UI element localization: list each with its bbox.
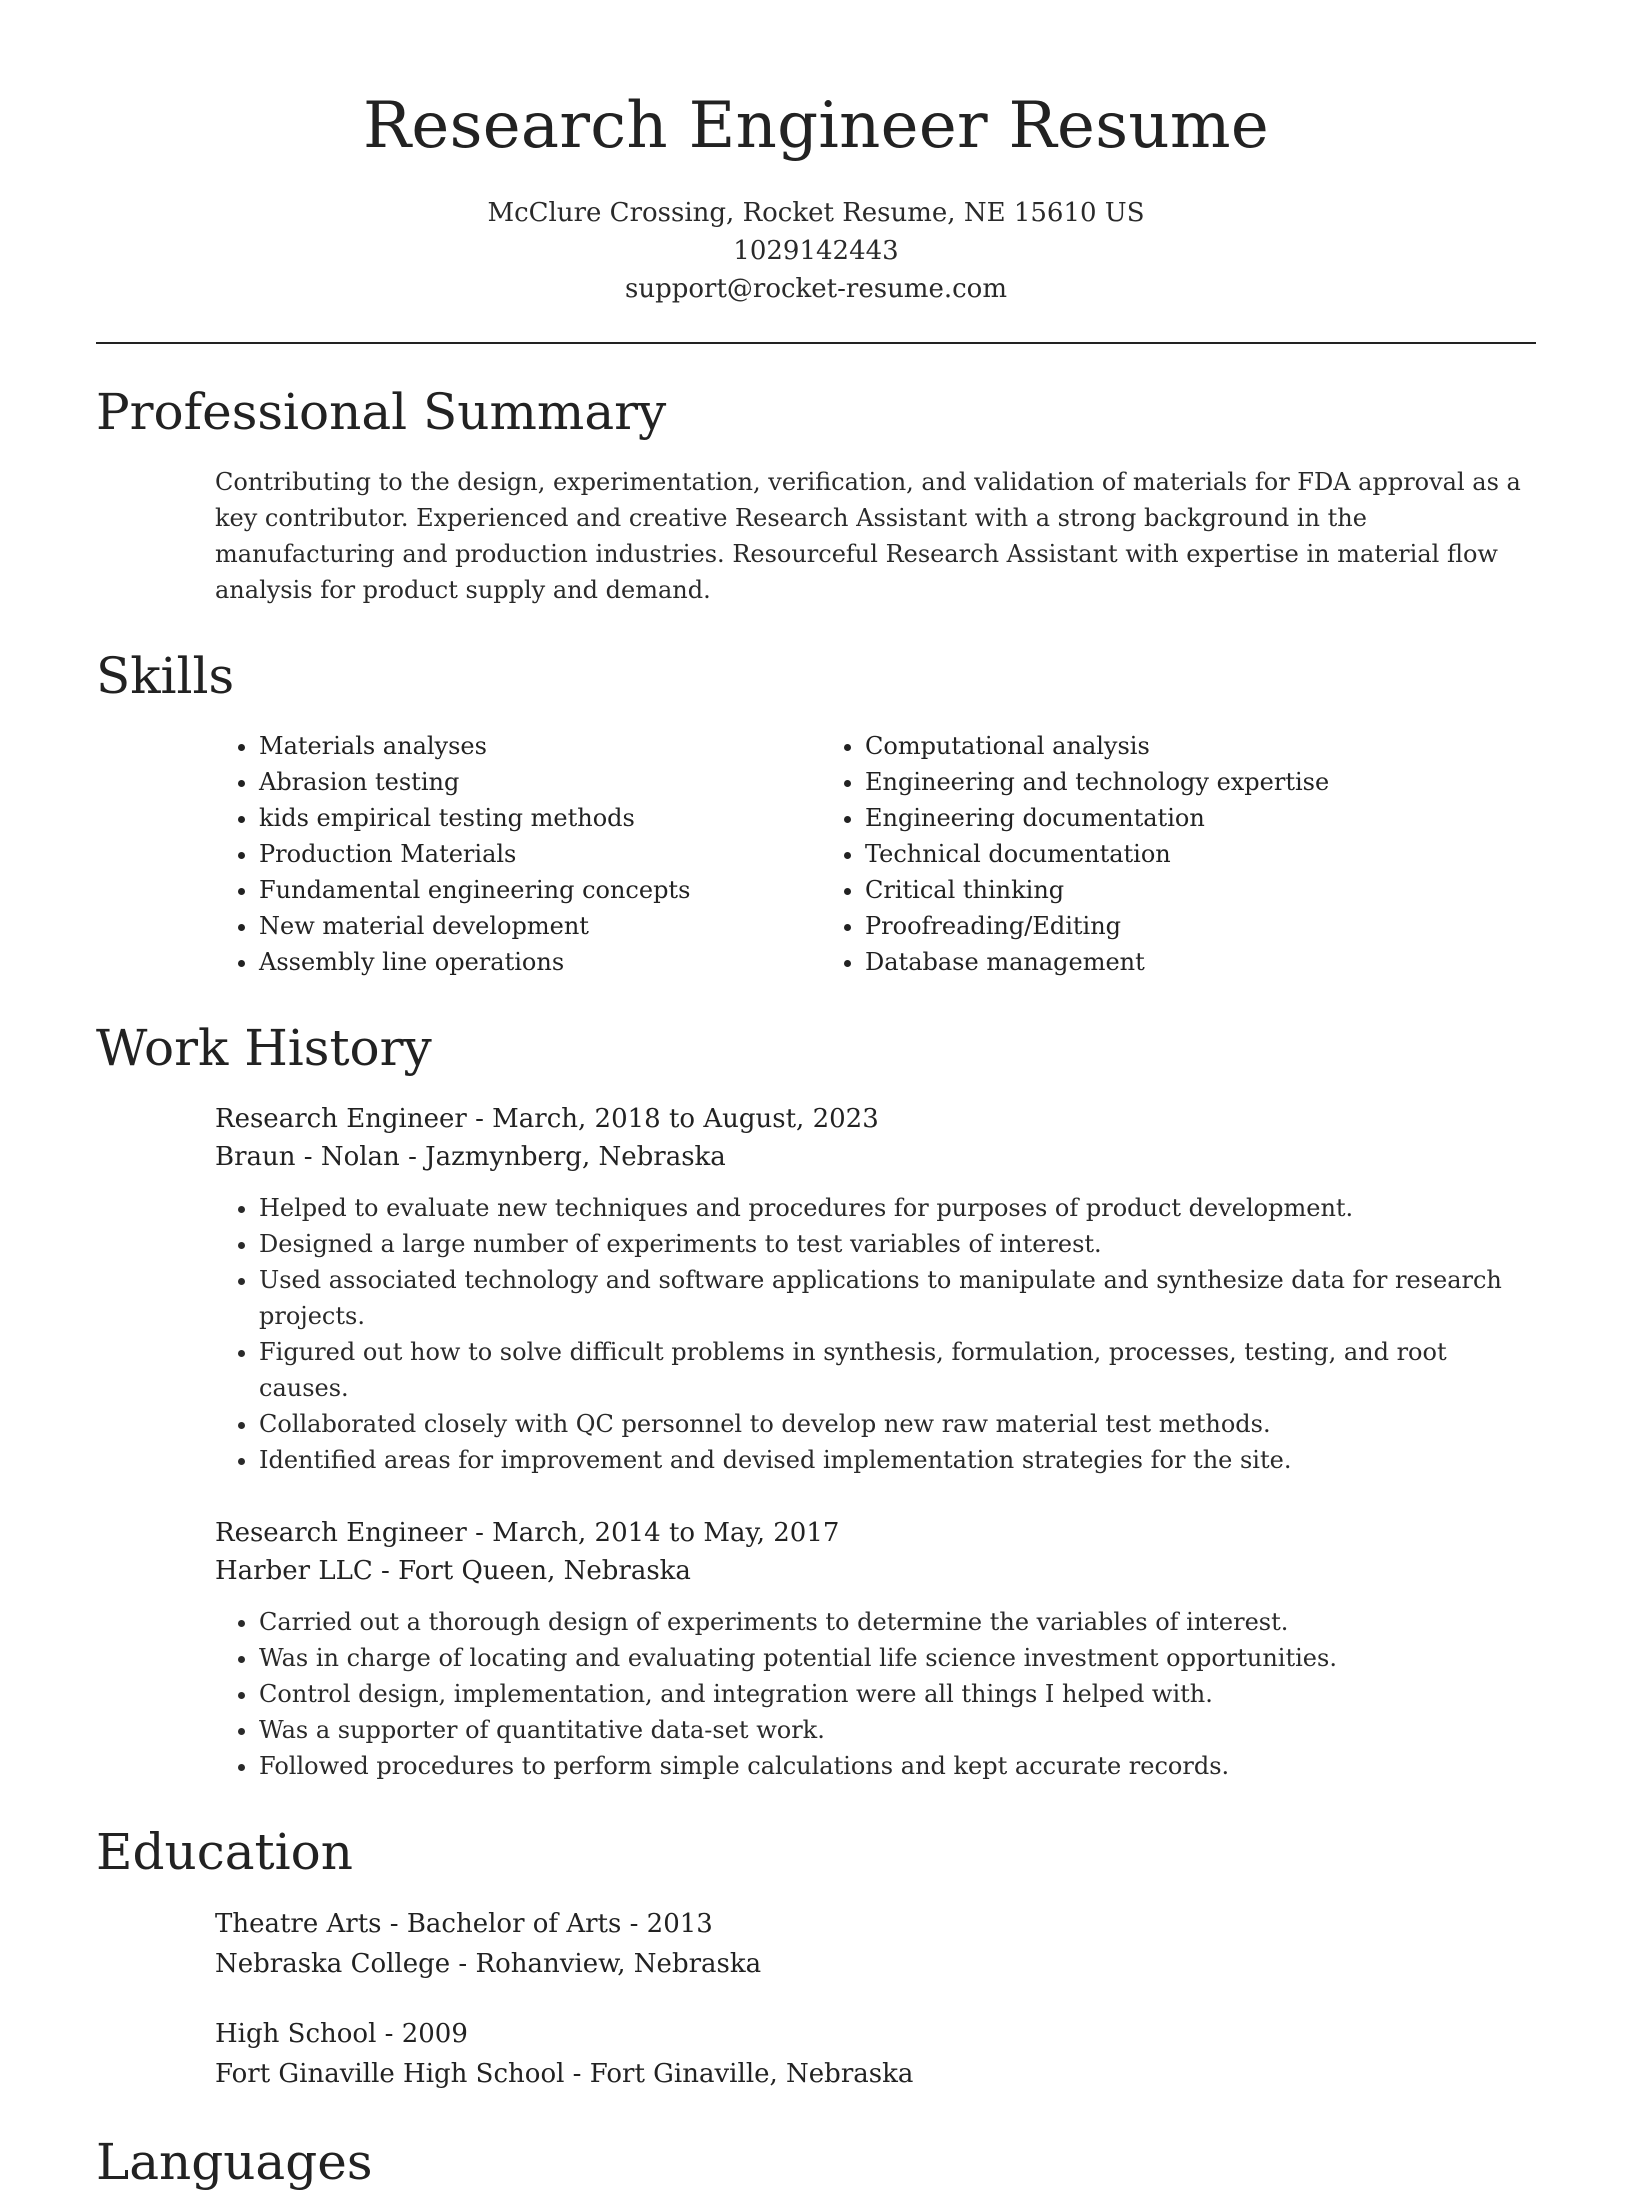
resume-header <box>96 0 1536 308</box>
section-title-work: Work History <box>96 1019 432 1077</box>
separator: - <box>466 1518 493 1548</box>
summary-block <box>215 464 1536 608</box>
job-entry <box>215 1514 1536 1784</box>
skills-column-left <box>215 728 821 980</box>
skill-item: • Fundamental engineering concepts <box>259 872 821 908</box>
job-bullets <box>215 1190 1536 1478</box>
contact-phone: 1029142443 <box>733 236 899 266</box>
education-year: 2009 <box>401 2019 468 2049</box>
job-title: Research Engineer <box>215 1104 467 1134</box>
job-bullet: • Was a supporter of quantitative data-set work. <box>259 1712 1536 1748</box>
education-school: Nebraska College <box>215 1949 451 1979</box>
separator: - <box>450 1949 476 1979</box>
job-entry <box>215 1100 1536 1478</box>
job-bullet: • Designed a large number of experiments to test variables of interest. <box>259 1226 1536 1262</box>
header-divider <box>96 342 1536 344</box>
education-school-line <box>215 2054 1536 2094</box>
skill-item: • Technical documentation <box>865 836 1427 872</box>
contact-block <box>96 194 1536 308</box>
job-company: Harber LLC <box>215 1556 373 1586</box>
education-degree-line <box>215 1904 1536 1944</box>
education-location: Fort Ginaville, Nebraska <box>589 2059 914 2089</box>
job-bullet: • Helped to evaluate new techniques and procedures for purposes of product development. <box>259 1190 1536 1226</box>
section-title-summary: Professional Summary <box>96 383 667 441</box>
education-degree: High School <box>215 2019 377 2049</box>
separator: - <box>564 2059 590 2089</box>
education-entry <box>215 1904 1536 1984</box>
section-title-skills: Skills <box>96 647 235 705</box>
contact-email: support@rocket-resume.com <box>624 274 1007 304</box>
summary-text: Contributing to the design, experimentation, verification, and validation of materials for FDA approval as a key contributor. Experienced and creative Research Assistant with a strong background in the manufacturing and production industries. Resourceful Research Assistant with expertise in material flow analysis for product supply and demand. <box>215 468 1521 604</box>
education-degree: Theatre Arts - Bachelor of Arts <box>215 1909 622 1939</box>
education-school: Fort Ginaville High School <box>215 2059 565 2089</box>
skill-item: • Materials analyses <box>259 728 821 764</box>
job-bullet: • Followed procedures to perform simple calculations and kept accurate records. <box>259 1748 1536 1784</box>
contact-address: McClure Crossing, Rocket Resume, NE 15610 US <box>487 198 1145 228</box>
skill-item: • Computational analysis <box>865 728 1427 764</box>
job-company: Braun - Nolan <box>215 1142 400 1172</box>
job-bullet: • Carried out a thorough design of experiments to determine the variables of interest. <box>259 1604 1536 1640</box>
job-title: Research Engineer <box>215 1518 467 1548</box>
job-heading <box>215 1514 1536 1552</box>
skill-item: • New material development <box>259 908 821 944</box>
section-title-education: Education <box>96 1823 353 1881</box>
job-location: Fort Queen, Nebraska <box>398 1556 691 1586</box>
education-entry <box>215 2014 1536 2094</box>
job-bullets <box>215 1604 1536 1784</box>
job-bullet: • Figured out how to solve difficult problems in synthesis, formulation, processes, testing, and root causes. <box>259 1334 1536 1406</box>
section-title-languages: Languages <box>96 2133 373 2191</box>
job-bullet: • Used associated technology and software applications to manipulate and synthesize data for research projects. <box>259 1262 1536 1334</box>
education-location: Rohanview, Nebraska <box>475 1949 762 1979</box>
job-dates: March, 2018 to August, 2023 <box>492 1104 879 1134</box>
skill-item: • Production Materials <box>259 836 821 872</box>
separator: - <box>372 1556 399 1586</box>
job-employer <box>215 1552 1536 1590</box>
skill-item: • Proofreading/Editing <box>865 908 1427 944</box>
education-year: 2013 <box>646 1909 713 1939</box>
skill-item: • Assembly line operations <box>259 944 821 980</box>
skills-list <box>215 728 1536 980</box>
skill-item: • Critical thinking <box>865 872 1427 908</box>
job-bullet: • Identified areas for improvement and devised implementation strategies for the site. <box>259 1442 1536 1478</box>
skill-item: • Engineering documentation <box>865 800 1427 836</box>
education-school-line <box>215 1944 1536 1984</box>
skills-column-right <box>821 728 1427 980</box>
skill-item: • Database management <box>865 944 1427 980</box>
skill-item: • kids empirical testing methods <box>259 800 821 836</box>
skill-item: • Abrasion testing <box>259 764 821 800</box>
job-heading <box>215 1100 1536 1138</box>
job-bullet: • Was in charge of locating and evaluating potential life science investment opportunities. <box>259 1640 1536 1676</box>
job-dates: March, 2014 to May, 2017 <box>492 1518 840 1548</box>
job-bullet: • Collaborated closely with QC personnel to develop new raw material test methods. <box>259 1406 1536 1442</box>
job-bullet: • Control design, implementation, and integration were all things I helped with. <box>259 1676 1536 1712</box>
job-location: Jazmynberg, Nebraska <box>425 1142 726 1172</box>
job-employer <box>215 1138 1536 1176</box>
separator: - <box>399 1142 426 1172</box>
resume-title: Research Engineer Resume <box>362 89 1270 163</box>
separator: - <box>621 1909 647 1939</box>
skill-item: • Engineering and technology expertise <box>865 764 1427 800</box>
education-degree-line <box>215 2014 1536 2054</box>
separator: - <box>376 2019 402 2049</box>
separator: - <box>466 1104 493 1134</box>
